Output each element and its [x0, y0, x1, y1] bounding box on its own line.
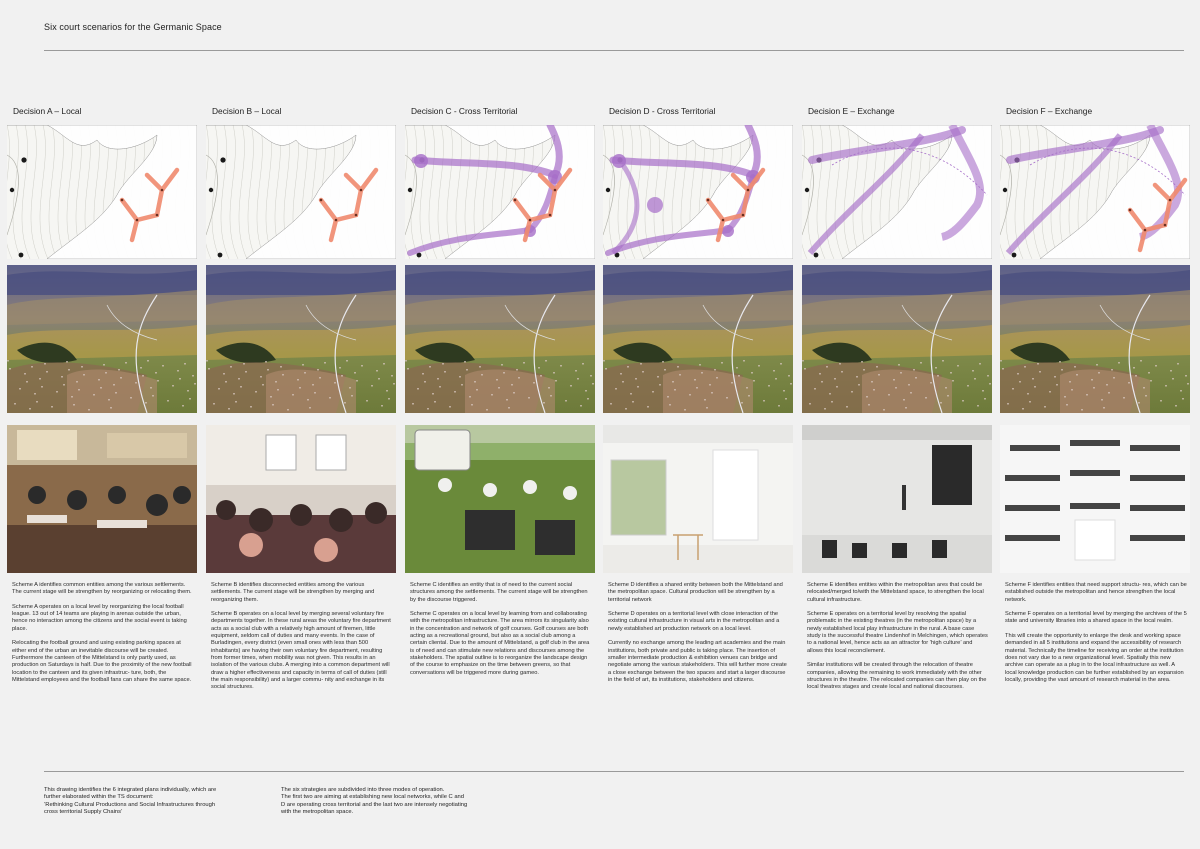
aerial-photo [603, 265, 793, 413]
scenario-photo [603, 425, 793, 573]
scenario-column-f [1000, 106, 1190, 683]
scheme-paragraph: Scheme C operates on a local level by learning from and collaborating with the metropolitan infrastructure. The area mirrors its singularity also in the concentration and network of golf courses. Golf courses are both acting as a recreational ground, but also as a social club among a certain cliental. Due to the amount of Mittelstand, a golf club in the area is of need and can stimulate new relations and discourses among the stakeholders. The spatial outline is to reorganize the landscape design of the course to emphasize on the time between greens, so that conversations will be triggered more during gameo. [410, 611, 590, 676]
footer-note-left [44, 787, 264, 817]
scheme-paragraph: Scheme F identifies entities that need support structu- res, which can be established outside the metropolitan and hence strengthen the local network. [1005, 582, 1187, 603]
aerial-photo [206, 265, 396, 413]
network-map-diagram [7, 125, 197, 259]
scheme-paragraph: Scheme A identifies common entities among the various settlements. The current stage will be strengthen by reorganizing or relocating them. [12, 582, 192, 596]
footer-left-line: further elaborated within the TS document: [44, 794, 154, 801]
scenario-column-a [7, 106, 197, 683]
network-map-diagram [1000, 125, 1190, 259]
scheme-paragraph: Scheme E operates on a territorial level by resolving the spatial problematic in the existing theatres (in the metropolitan space) by a newly established local play infrastructure in the rural. A base case study is the successful theatre Lindenhof in Melchingen, which operates to a national level, hence acts as an attractor for ‘high culture’ and allows this local reconcilement. [807, 611, 988, 654]
network-map-diagram [603, 125, 793, 259]
scheme-paragraph: Scheme D identifies a shared entity between both the Mittelstand and the metropolitan space. Cultural production will be strengthen by a territorial network [608, 582, 783, 603]
footer-left-line: ‘Rethinking Cultural Productions and Social Infrastructures through [44, 801, 216, 808]
top-divider [44, 50, 1184, 51]
scenario-photo [405, 425, 595, 573]
decision-heading: Decision F – Exchange [1006, 106, 1093, 116]
decision-heading: Decision C - Cross Territorial [411, 106, 518, 116]
scenario-column-e [802, 106, 992, 691]
scenario-photo [802, 425, 992, 573]
scheme-paragraph: Relocating the football ground and using existing parking spaces at either end of the urban an inevitable discourse will be created. Furthermore the canteen of the Mittelstand is only partly used, as production on Saturdays is half. Due to the proximity of the new football location to the canteen and its given infrastruc- ture, both, the Mittelstand employees and the football fans can share the same space. [12, 640, 192, 683]
network-map-diagram [206, 125, 396, 259]
scenario-column-b [206, 106, 396, 691]
aerial-photo [7, 265, 197, 413]
decision-heading: Decision B – Local [212, 106, 282, 116]
footer-right-line: The first two are aiming at establishing new local networks, while C and [281, 794, 465, 801]
footer-left-line: This drawing identifies the 6 integrated plans individually, which are [44, 787, 217, 793]
scheme-description [1005, 582, 1187, 691]
scheme-paragraph: This will create the opportunity to enlarge the desk and working space demanded in all 5 institutions and expand the accessibility of research material. Technically the timeline for receiving an order at the institution does not vary due to a new organizational level. Spatially this new archive can operate as a plug in to the local infrastructure as well. A local knowledge production can be further established by an expansion locally, providing the vast amount of research material in the area. [1005, 633, 1184, 683]
scheme-paragraph: Currently no exchange among the leading art academies and the main institutions, both private and public is taking place. The insertion of smaller intermediate production & exhibition venues can bridge and negotiate among the various stakeholders. This will further more create a close exchange between the two spaces and start a larger discourse in the field of art, its institutions, stakeholders and citizens. [608, 640, 787, 683]
aerial-photo [405, 265, 595, 413]
page-title: Six court scenarios for the Germanic Space [44, 22, 222, 32]
scheme-description [211, 582, 393, 699]
footer-note-right [281, 787, 507, 817]
decision-heading: Decision D - Cross Territorial [609, 106, 716, 116]
scheme-description [410, 582, 592, 684]
scheme-description [807, 582, 989, 699]
scheme-description [608, 582, 790, 691]
decision-heading: Decision E – Exchange [808, 106, 895, 116]
aerial-photo [802, 265, 992, 413]
scheme-paragraph: Scheme E identifies entities within the metropolitan ares that could be relocated/merged to/with the Mittelstand space, to strengthen the local cultural infrastructure. [807, 582, 984, 603]
network-map-diagram [405, 125, 595, 259]
footer-right-line: D are operating cross territorial and the last two are intensely negotiating [281, 801, 468, 808]
scheme-paragraph: Scheme A operates on a local level by reorganizing the local football league. 13 out of 14 teams are playing in arenas outside the urban, hence no interaction among the citizens and the social event is taking place. [12, 603, 187, 632]
bottom-divider [44, 771, 1184, 772]
footer-right-line: The six strategies are subdivided into three modes of operation. [281, 787, 445, 793]
scenario-photo [206, 425, 396, 573]
scheme-paragraph: Scheme C identifies an entity that is of need to the current social structures among the settlements. The current stage will be strengthen by the discourse triggered. [410, 582, 588, 603]
scenario-photo [1000, 425, 1190, 573]
scheme-description [12, 582, 194, 691]
scheme-paragraph: Similar institutions will be created through the relocation of theatre companies, allowing the remaining to work immediately with the other structures in the theatre. The relocated companies can then play on the local theatres stages and create local and national discourses. [807, 662, 987, 691]
scheme-paragraph: Scheme B identifies disconnected entities among the various settlements. The current stage will be strengthen by merging and reorganizing them. [211, 582, 375, 603]
network-map-diagram [802, 125, 992, 259]
footer-right-line: with the metropolitan space. [281, 809, 354, 816]
aerial-photo [1000, 265, 1190, 413]
scheme-paragraph: Scheme F operates on a territorial level by merging the archives of the 5 state and university libraries into a shared space in the local realm. [1005, 611, 1187, 625]
scenario-column-c [405, 106, 595, 676]
scenario-photo [7, 425, 197, 573]
scheme-paragraph: Scheme D operates on a territorial level with close interaction of the existing cultural infrastructure in visual arts in the metropolitan and a newly established art production network on a local level. [608, 611, 780, 632]
scenario-column-d [603, 106, 793, 683]
footer-left-line: cross territorial Supply Chains’ [44, 809, 123, 816]
decision-heading: Decision A – Local [13, 106, 82, 116]
scheme-paragraph: Scheme B operates on a local level by merging several voluntary fire departments together. In these rural areas the voluntary fire department acts as a social club with a relatively high amount of firemen, little equipment, seldom call of duties and many events. In the case of Burladingen, every district (even small ones with less than 500 inhabitants) are having their own voluntary fire department, resulting from former times, when mobility was not given. This results in an isolation of the various clubs. A merging into a common department will draw a higher effectiveness and capacity in terms of call of duties (still the main responsibility) and a larger commu- nity and exchange in its social structures. [211, 611, 391, 691]
